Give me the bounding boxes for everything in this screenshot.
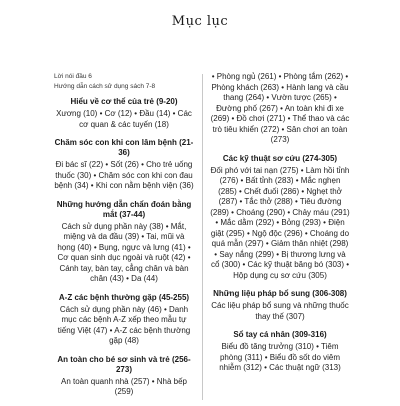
toc-section-visual-diagnosis — [54, 200, 194, 285]
toc-section-title: Những hướng dẫn chẩn đoán bằng mắt (37-44) — [56, 199, 192, 219]
toc-section-title: Sổ tay cá nhân (309-316) — [233, 330, 327, 339]
toc-section-child-safety — [54, 355, 194, 398]
toc-section-first-aid — [210, 154, 350, 282]
toc-section-sick-care — [54, 138, 194, 192]
toc-section-complementary-therapies — [210, 289, 350, 322]
toc-section-title: An toàn cho bé sơ sinh và trẻ (256-273) — [57, 354, 191, 374]
toc-right-column — [210, 72, 350, 382]
toc-section-title: Hiểu về cơ thể của trẻ (9-20) — [70, 97, 178, 106]
toc-section-body-basics — [54, 97, 194, 130]
toc-section-child-safety-continued — [210, 72, 350, 146]
toc-section-entries: Đi bác sĩ (22) • Sốt (26) • Cho trẻ uống thuốc (30) • Chăm sóc con khi con đau bệnh (34) • Khi con nằm bệnh viện (36) — [54, 160, 194, 190]
toc-section-common-diseases — [54, 293, 194, 347]
toc-section-entries: Cách sử dụng phần này (38) • Mắt, miệng và da đầu (39) • Tai, mũi và họng (40) • Bụng, ngực và lưng (41) • Cơ quan sinh dục ngoài và ruột (42) • Cánh tay, bàn tay, cẳng chân và bàn chân (43) • Da (44) — [57, 221, 191, 283]
toc-section-title: A-Z các bệnh thường gặp (45-255) — [58, 292, 190, 302]
page-title: Mục lục — [171, 14, 229, 29]
toc-left-column — [54, 72, 194, 406]
preface-line-foreword: Lời nói đầu 6 — [54, 73, 92, 80]
toc-section-entries: Cách sử dụng phần này (46) • Danh mục các bệnh A-Z xếp theo mẫu tự tiếng Việt (47) • A-Z các bệnh thường gặp (48) — [57, 304, 191, 345]
column-divider — [202, 74, 203, 400]
toc-section-title: Những liệu pháp bổ sung (306-308) — [213, 289, 347, 298]
preface-line-guide: Hướng dẫn cách sử dụng sách 7-8 — [54, 83, 156, 90]
toc-section-entries: Biểu đồ tăng trưởng (310) • Tiêm phòng (311) • Biểu đồ sốt do viêm nhiễm (312) • Các thuật ngữ (313) — [219, 342, 341, 372]
toc-section-entries: • Phòng ngủ (261) • Phòng tắm (262) • Phòng khách (263) • Hành lang và cầu thang (264) • Vườn tược (265) • Đường phố (267) • An toàn khi đi xe (269) • Đồ chơi (271) • Thể thao và các trò tiêu khiển (272) • Sân chơi an toàn (273) — [210, 72, 350, 144]
toc-section-entries: Xương (10) • Cơ (12) • Đầu (14) • Các cơ quan & các tuyến (18) — [56, 109, 192, 129]
toc-section-entries: An toàn quanh nhà (257) • Nhà bếp (259) — [60, 376, 187, 396]
preface-block — [54, 72, 194, 92]
toc-section-personal-notebook — [210, 330, 350, 374]
toc-section-title: Chăm sóc con khi con lâm bệnh (21-36) — [54, 138, 194, 157]
toc-section-title: Các kỹ thuật sơ cứu (274-305) — [222, 153, 338, 163]
toc-section-entries: Các liệu pháp bổ sung và những thuốc thay thế (307) — [211, 301, 349, 321]
toc-section-entries: Đối phó với tai nạn (275) • Làm hồi tỉnh (276) • Bất tỉnh (283) • Mắc nghẹn (285) • Chết đuối (286) • Nghẹt thở (287) • Tắc thở (288) • Tiêu đường (289) • Choáng (290) • Chảy máu (291) • Mắc dằm (292) • Bỏng (293) • Điện giật (295) • Ngộ độc (296) • Choáng do quá mẫn (297) • Giảm thân nhiệt (298) • Say nắng (299) • Bị thương lưng và cổ (300) • Các kỹ thuật băng bó (303) • Hộp dụng cụ sơ cứu (305) — [210, 165, 350, 280]
